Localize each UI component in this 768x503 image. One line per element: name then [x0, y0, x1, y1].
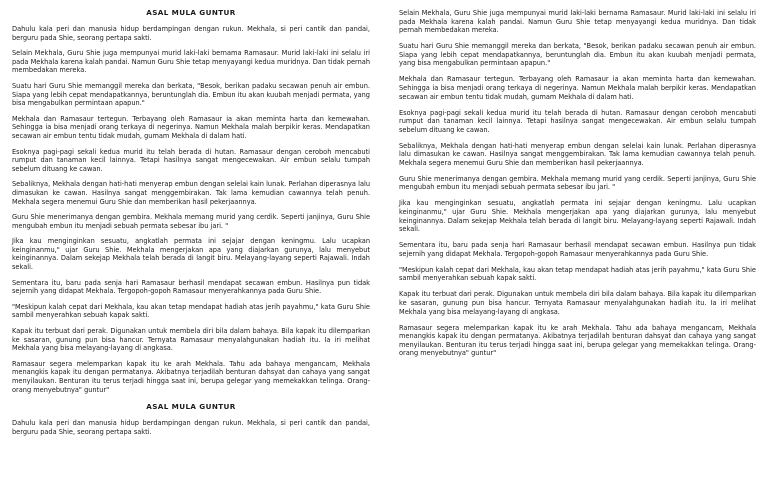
- paragraph: Sementara itu, baru pada senja hari Ramasaur berhasil mendapat secawan embun. Hasilnya pun tidak sejernih yang didapat Mekhala. Tergopoh-gopoh Ramasaur menyerahkannya pada Guru Shie.: [12, 278, 370, 296]
- left-column: [12, 8, 370, 443]
- paragraph: Ramasaur segera melemparkan kapak itu ke arah Mekhala. Tahu ada bahaya mengancam, Mekhala menangkis kapak itu dengan permatanya. Akibatnya terjadilah benturan dahsyat dan cahaya yang sangat menyilaukan. Benturan itu terus terjadi hingga saat ini, berupa gelegar yang memekakkan telinga. Orang-orang menyebutnya" guntur": [12, 359, 370, 394]
- paragraph: Guru Shie menerimanya dengan gembira. Mekhala memang murid yang cerdik. Seperti janjinya, Guru Shie mengubah embun itu menjadi sebuah permata sebesar ibu jari. ": [399, 174, 756, 192]
- paragraph: "Meskipun kalah cepat dari Mekhala, kau akan tetap mendapat hadiah atas jerih payahmu," kata Guru Shie sambil menyerahkan sebuah kapak sakti.: [12, 302, 370, 320]
- paragraph: Sementara itu, baru pada senja hari Ramasaur berhasil mendapat secawan embun. Hasilnya pun tidak sejernih yang didapat Mekhala. Tergopoh-gopoh Ramasaur menyerahkannya pada Guru Shie.: [399, 241, 756, 258]
- paragraph: Selain Mekhala, Guru Shie juga mempunyai murid laki-laki bernama Ramasaur. Murid laki-laki ini selalu iri pada Mekhala karena kalah pandai. Namun Guru Shie tetap menyayangi kedua muridnya. Dan tidak pernah membedakan mereka.: [12, 49, 370, 75]
- paragraph: Suatu hari Guru Shie memanggil mereka dan berkata, "Besok, berikan padaku secawan penuh air embun. Siapa yang lebih cepat mendapatkannya, beruntunglah dia. Embun itu akan kuubah menjadi permata, yang bisa mengabulkan permintaan apapun.": [12, 81, 370, 108]
- paragraph: Kapak itu terbuat dari perak. Digunakan untuk membela diri bila dalam bahaya. Bila kapak itu dilemparkan ke sasaran, gunung pun bisa hancur. Ternyata Ramasaur menyalahgunakan hadiah itu. Ia iri melihat Mekhala yang bisa melayang-layang di angkasa.: [399, 290, 756, 316]
- paragraph: Mekhala dan Ramasaur tertegun. Terbayang oleh Ramasaur ia akan meminta harta dan kemewahan. Sehingga ia bisa menjadi orang terkaya di negerinya. Namun Mekhala malah berpikir keras. Mendapatkan secawan air embun tentu tidak mudah, gumam Mekhala di dalam hati.: [399, 75, 756, 101]
- paragraph: Dahulu kala peri dan manusia hidup berdampingan dengan rukun. Mekhala, si peri cantik dan pandai, berguru pada Shie, seorang pertapa sakti.: [12, 25, 370, 42]
- paragraph: Suatu hari Guru Shie memanggil mereka dan berkata, "Besok, berikan padaku secawan penuh air embun. Siapa yang lebih cepat mendapatkannya, beruntunglah dia. Embun itu akan kuubah menjadi permata, yang bisa mengabulkan permintaan apapun.": [399, 42, 756, 68]
- paragraph: Ramasaur segera melemparkan kapak itu ke arah Mekhala. Tahu ada bahaya mengancam, Mekhala menangkis kapak itu dengan permatanya. Akibatnya terjadilah benturan dahsyat dan cahaya yang sangat menyilaukan. Benturan itu terus terjadi hingga saat ini, berupa gelegar yang memekakkan telinga. Orang-orang menyebutnya" guntur": [399, 323, 756, 358]
- paragraph: Jika kau menginginkan sesuatu, angkatlah permata ini sejajar dengan keningmu. Lalu ucapkan keinginanmu," ujar Guru Shie. Mekhala mengerjakan apa yang diajarkan gurunya, lalu menyebut keinginannya. Dalam sekejap Mekhala telah berada di langit biru. Melayang-layang seperti Rajawali. Indah sekali.: [12, 237, 370, 272]
- paragraph: Guru Shie menerimanya dengan gembira. Mekhala memang murid yang cerdik. Seperti janjinya, Guru Shie mengubah embun itu menjadi sebuah permata sebesar ibu jari. ": [12, 213, 370, 230]
- paragraph: Sebaliknya, Mekhala dengan hati-hati menyerap embun dengan selelai kain lunak. Perlahan diperasnya lalu dimasukan ke cawan. Hasilnya sangat menggembirakan. Tak lama kemudian cawannya telah penuh. Mekhala segera menemui Guru Shie dan memberikan hasil pekerjaannya.: [399, 141, 756, 167]
- paragraph: Dahulu kala peri dan manusia hidup berdampingan dengan rukun. Mekhala, si peri cantik dan pandai, berguru pada Shie, seorang pertapa sakti.: [12, 419, 370, 436]
- story-title: ASAL MULA GUNTUR: [146, 8, 236, 17]
- paragraph: Jika kau menginginkan sesuatu, angkatlah permata ini sejajar dengan keningmu. Lalu ucapkan keinginanmu," ujar Guru Shie. Mekhala mengerjakan apa yang diajarkan gurunya, lalu menyebut keinginannya. Dalam sekejap Mekhala telah berada di langit biru. Melayang-layang seperti Rajawali. Indah sekali.: [399, 199, 756, 234]
- right-column: [399, 9, 756, 365]
- paragraph: Mekhala dan Ramasaur tertegun. Terbayang oleh Ramasaur ia akan meminta harta dan kemewahan. Sehingga ia bisa menjadi orang terkaya di negerinya. Namun Mekhala malah berpikir keras. Mendapatkan secawan air embun tentu tidak mudah, gumam Mekhala di dalam hati.: [12, 114, 370, 140]
- paragraph: Sebaliknya, Mekhala dengan hati-hati menyerap embun dengan selelai kain lunak. Perlahan diperasnya lalu dimasukan ke cawan. Hasilnya sangat menggembirakan. Tak lama kemudian cawannya telah penuh. Mekhala segera menemui Guru Shie dan memberikan hasil pekerjaannya.: [12, 180, 370, 206]
- story-title-repeat: ASAL MULA GUNTUR: [146, 402, 236, 412]
- paragraph: Selain Mekhala, Guru Shie juga mempunyai murid laki-laki bernama Ramasaur. Murid laki-laki ini selalu iri pada Mekhala karena kalah pandai. Namun Guru Shie tetap menyayangi kedua muridnya. Dan tidak pernah membedakan mereka.: [399, 9, 756, 35]
- paragraph: Esoknya pagi-pagi sekali kedua murid itu telah berada di hutan. Ramasaur dengan ceroboh mencabuti rumput dan tanaman kecil lainnya. Tetapi hasilnya sangat mengecewakan. Air embun selalu tumpah sebelum dituang ke cawan.: [399, 108, 756, 134]
- paragraph: "Meskipun kalah cepat dari Mekhala, kau akan tetap mendapat hadiah atas jerih payahmu," kata Guru Shie sambil menyerahkan sebuah kapak sakti.: [399, 265, 756, 283]
- paragraph: Kapak itu terbuat dari perak. Digunakan untuk membela diri bila dalam bahaya. Bila kapak itu dilemparkan ke sasaran, gunung pun bisa hancur. Ternyata Ramasaur menyalahgunakan hadiah itu. Ia iri melihat Mekhala yang bisa melayang-layang di angkasa.: [12, 327, 370, 353]
- paragraph: Esoknya pagi-pagi sekali kedua murid itu telah berada di hutan. Ramasaur dengan ceroboh mencabuti rumput dan tanaman kecil lainnya. Tetapi hasilnya sangat mengecewakan. Air embun selalu tumpah sebelum dituang ke cawan.: [12, 147, 370, 173]
